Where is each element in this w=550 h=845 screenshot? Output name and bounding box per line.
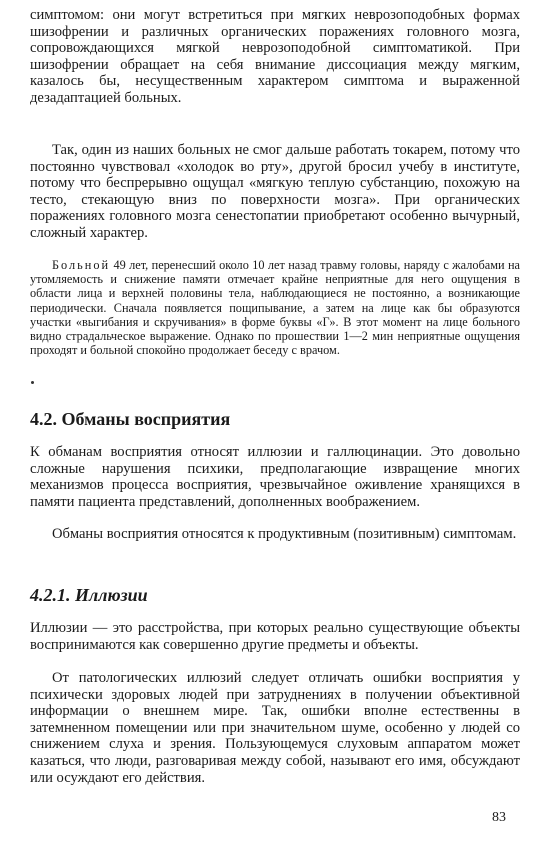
paragraph-perception-errors: От патологических иллюзий следует отличать ошибки восприятия у психически здоровых людей при затруднениях в получении объективной информации о внешнем мире. Так, ошибки вполне естественны в затемненном помещении или при значительном шуме, особенно у людей со снижением слуха и зрения. Пользующемуся слуховым аппаратом может казаться, что люди, разговаривая между собой, называют его имя, обсуждают или осуждают его действия. xyxy=(30,670,520,786)
case-description xyxy=(30,258,520,357)
section-heading: 4.2. Обманы восприятия xyxy=(30,409,231,429)
paragraph-illusions-definition: Иллюзии — это расстройства, при которых реально существующие объекты воспринимаются как совершенно другие предметы и объекты. xyxy=(30,620,520,653)
paragraph-schizophrenia: симптомом: они могут встретиться при мягких неврозоподобных формах шизофрении и различных органических поражениях головного мозга, сопровождающихся мягкой неврозоподобной симптоматикой. При шизофрении обращает на себя внимание диссоциация между мягким, казалось бы, несущественным характером симптома и выраженной дезадаптацией больных. xyxy=(30,7,520,106)
subsection-heading: 4.2.1. Иллюзии xyxy=(30,585,148,605)
case-text: 49 лет, перенесший около 10 лет назад травму головы, наряду с жалобами на утомляемость и снижение памяти отмечает крайне неприятные для него ощущения в области лица и верхней половины тела, наблюдающиеся не постоянно, а возникающие периодически. Сначала появляется пощипывание, а затем на лице как бы образуются участки «выгибания и скручивания» в форме буквы «Г». В этот момент на лице больного видно страдальческое выражение. Однако по прошествии 1—2 мин неприятные ощущения проходят и больной спокойно продолжает беседу с врачом. xyxy=(30,258,520,358)
paragraph-patient-examples: Так, один из наших больных не смог дальше работать токарем, потому что постоянно чувствовал «холодок во рту», другой бросил учебу в институте, потому что беспрерывно ощущал «мягкую теплую субстанцию, похожую на тесто, стекающую вниз по поверхности мозга». При органических поражениях головного мозга сенестопатии приобретают особенно вычурный, сложный характер. xyxy=(30,142,520,241)
page-number: 83 xyxy=(492,810,506,825)
paragraph-deceptions-intro: К обманам восприятия относят иллюзии и галлюцинации. Это довольно сложные нарушения психики, предполагающие извращение многих механизмов процесса восприятия, чрезвычайное оживление хранящихся в памяти пациента представлений, дополненных воображением. xyxy=(30,444,520,510)
case-label: Больной xyxy=(52,258,111,272)
scan-dot xyxy=(31,381,34,384)
paragraph-productive-symptoms: Обманы восприятия относятся к продуктивным (позитивным) симптомам. xyxy=(52,526,517,542)
